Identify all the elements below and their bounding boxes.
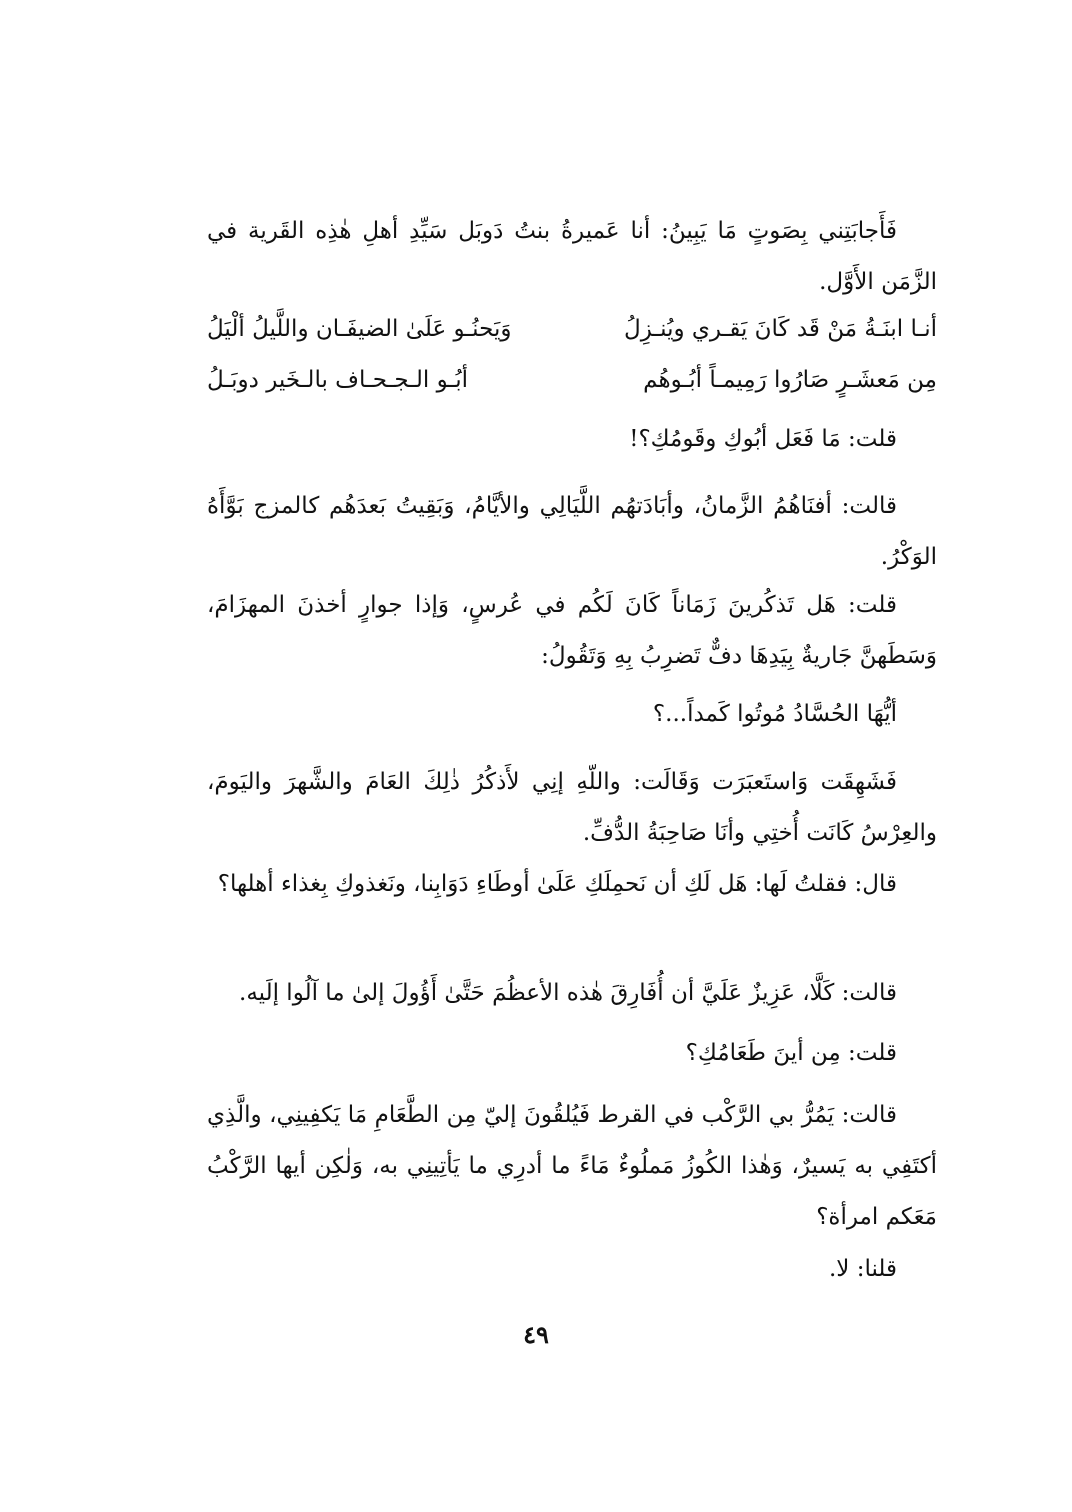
verse-line-1 xyxy=(207,304,937,354)
paragraph-6: فَشَهِقَت وَاستَعبَرَت وَقَالَت: واللّهِ إنِي لأَذكُرُ ذٰلِكَ العَامَ والشَّهرَ واليَومَ، والعِرْسُ كَانَت أُختِي وأنَا صَاحِبَةُ الدُّفِّ. xyxy=(207,769,937,846)
verse-2-second-hemistich: أبُـو الـجـحـاف بالـخَير دوبَـلُ xyxy=(207,367,469,393)
verse-1-first-hemistich: أنـا ابنَـةُ مَنْ قَد كَانَ يَقـري ويُنـزِلُ xyxy=(623,316,937,342)
paragraph-8: قالت: كَلَّا، عَزِيزٌ عَلَيَّ أن أُفَارِقَ هٰذه الأعظُمَ حَتَّىٰ أَؤُولَ إلىٰ ما آلُوا إلَيه. xyxy=(239,980,897,1006)
paragraph-2: قلت: مَا فَعَل أبُوكِ وقَومُكِ؟! xyxy=(629,426,897,452)
paragraph-11: قلنا: لا. xyxy=(828,1256,897,1282)
paragraph-3: قالت: أفنَاهُمُ الزَّمانُ، وأبَادَتهُم اللَّيَالِي والأيَّامُ، وَبَقِيتُ بَعدَهُم كالمزج بَوَّأَهُ الوَكْرُ. xyxy=(207,493,937,570)
paragraph-9: قلت: مِن أينَ طَعَامُكِ؟ xyxy=(685,1040,897,1066)
paragraph-7: قال: فقلتُ لَها: هَل لَكِ أن نَحمِلَكِ عَلَىٰ أوطَاءِ دَوَابِنا، ونَغذوكِ بِغذاء أهلها؟ xyxy=(217,871,897,897)
paragraph-5: أيُّهَا الحُسَّادُ مُوتُوا كَمداً...؟ xyxy=(652,701,897,727)
paragraph-10: قالت: يَمُرُّ بي الرَّكْب في القرط فَيُلقُونَ إليّ مِن الطَّعَامِ مَا يَكفِينِي، والَّذِي أكتَفِي به يَسيرٌ، وَهٰذا الكُوزُ مَملُوءٌ مَاءً ما أدرِي ما يَأتِينِي به، وَلٰكِن أيها الرَّكْبُ مَعَكم امرأة؟ xyxy=(207,1102,937,1230)
verse-1-second-hemistich: وَيَحنُـو عَلَىٰ الضيفَـان واللَّيلُ ألْيَلُ xyxy=(207,316,512,342)
page-number: ٤٩ xyxy=(523,1320,549,1349)
paragraph-4: قلت: هَل تَذكُرينَ زَمَاناً كَانَ لَكُم في عُرسٍ، وَإذا جوارٍ أخذنَ المهزَامَ، وَسَطَهنَّ جَاريةٌ بِيَدِهَا دفٌّ تَضرِبُ بِهِ وَتَقُولُ: xyxy=(207,592,937,669)
verse-line-2 xyxy=(207,355,937,405)
paragraph-1: فَأَجابَتِني بِصَوتٍ مَا يَبِينُ: أنا عَميرةُ بنتُ دَوبَل سَيِّدِ أهلِ هٰذِه القَرية في الزَّمَن الأَوَّل. xyxy=(207,218,937,295)
verse-2-first-hemistich: مِن مَعشَـرٍ صَارُوا رَمِيمـاً أبُـوهُم xyxy=(643,367,937,393)
